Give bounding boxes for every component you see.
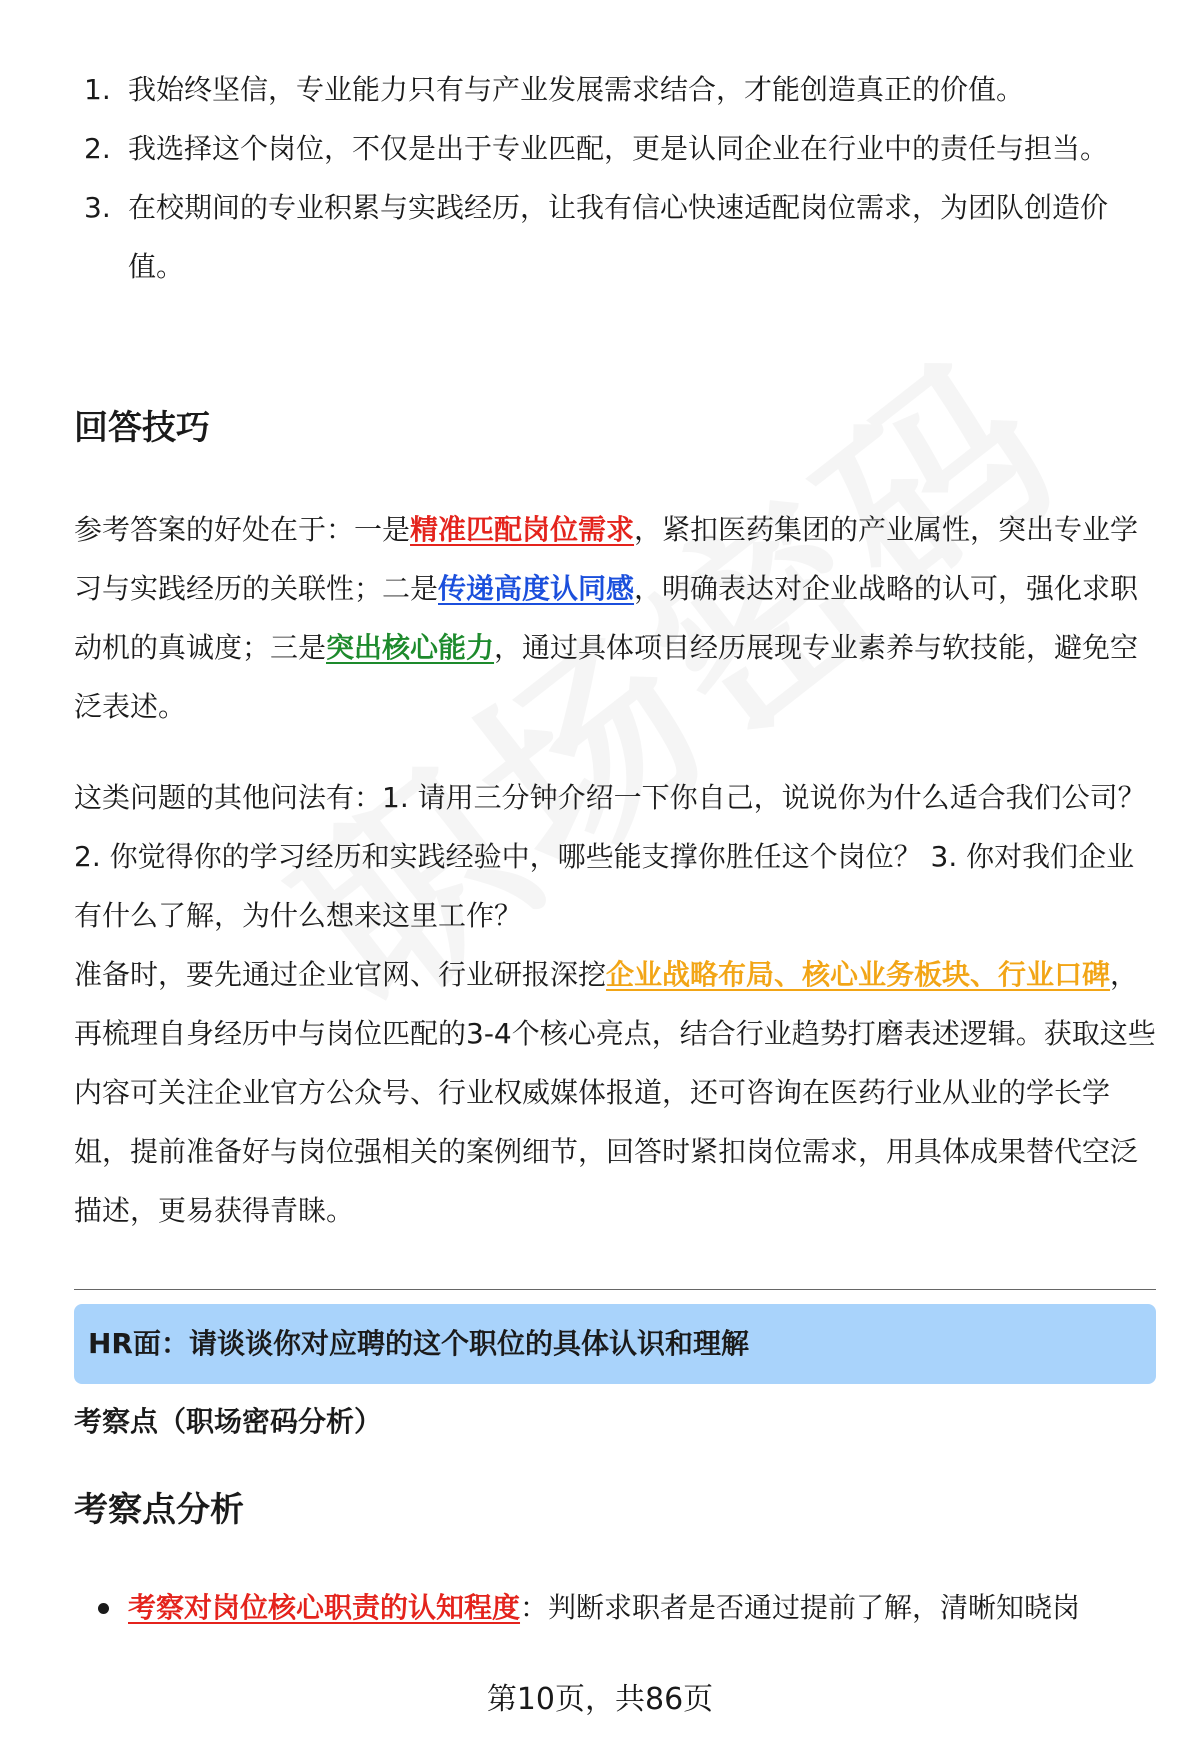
list-number: 3. — [84, 191, 111, 224]
list-item-text: 我始终坚信，专业能力只有与产业发展需求结合，才能创造真正的价值。 — [128, 73, 1025, 106]
tips-heading: 回答技巧 — [74, 408, 210, 448]
text-run: 准备时，要先通过企业官网、行业研报深挖 — [74, 958, 607, 991]
section-divider — [74, 1289, 1156, 1290]
highlight-role-cognition: 考察对岗位核心职责的认知程度 — [128, 1591, 521, 1624]
text-run: ，明确表达对企业战略的认可，强化求职动机的真诚度；三是 — [74, 572, 1139, 664]
text-run: ，再梳理自身经历中与岗位匹配的3-4个核心亮点，结合行业趋势打磨表述逻辑。获取这些内容可关注企业官方公众号、行业权威媒体报道，还可咨询在医药行业从业的学长学姐，提前准备好与岗位强相关的案例细节，回答时紧扣岗位需求，用具体成果替代空泛描述，更易获得青睐。 — [74, 958, 1156, 1227]
tips-paragraph-3 — [74, 945, 1156, 1240]
tips-paragraph-2: 这类问题的其他问法有：1. 请用三分钟介绍一下你自己，说说你为什么适合我们公司？ 2. 你觉得你的学习经历和实践经验中，哪些能支撑你胜任这个岗位？ 3. 你对我们企业有什么了解，为什么想来这里工作？ — [74, 781, 1146, 932]
analysis-heading: 考察点分析 — [74, 1490, 244, 1530]
highlight-recognition: 传递高度认同感 — [438, 572, 635, 605]
text-run: ，紧扣医药集团的产业属性，突出专业学习与实践经历的关联性；二是 — [74, 513, 1139, 605]
list-item — [74, 119, 1156, 178]
list-number: 2. — [84, 132, 111, 165]
question-banner: HR面：请谈谈你对应聘的这个职位的具体认识和理解 — [74, 1304, 1156, 1384]
list-item-text: 我选择这个岗位，不仅是出于专业匹配，更是认同企业在行业中的责任与担当。 — [128, 132, 1109, 165]
bullet-dot-icon — [98, 1603, 109, 1614]
text-run: ，通过具体项目经历展现专业素养与软技能，避免空泛表述。 — [74, 631, 1139, 723]
page-footer: 第10页，共86页 — [486, 1682, 714, 1717]
answer-points-list — [74, 60, 1156, 296]
bullet-text: ：判断求职者是否通过提前了解，清晰知晓岗 — [520, 1591, 1081, 1624]
assessment-subheading: 考察点（职场密码分析） — [74, 1405, 383, 1438]
highlight-core-ability: 突出核心能力 — [326, 631, 495, 664]
list-item — [74, 178, 1156, 296]
list-number: 1. — [84, 73, 111, 106]
highlight-research-targets: 企业战略布局、核心业务板块、行业口碑 — [606, 958, 1111, 991]
list-item-text: 在校期间的专业积累与实践经历，让我有信心快速适配岗位需求，为团队创造价值。 — [128, 191, 1109, 283]
tips-paragraph-1 — [74, 500, 1156, 736]
analysis-bullets — [74, 1578, 1156, 1637]
highlight-precise-match: 精准匹配岗位需求 — [410, 513, 635, 546]
list-item — [74, 1578, 1156, 1637]
text-run: 参考答案的好处在于：一是 — [74, 513, 411, 546]
list-item — [74, 60, 1156, 119]
